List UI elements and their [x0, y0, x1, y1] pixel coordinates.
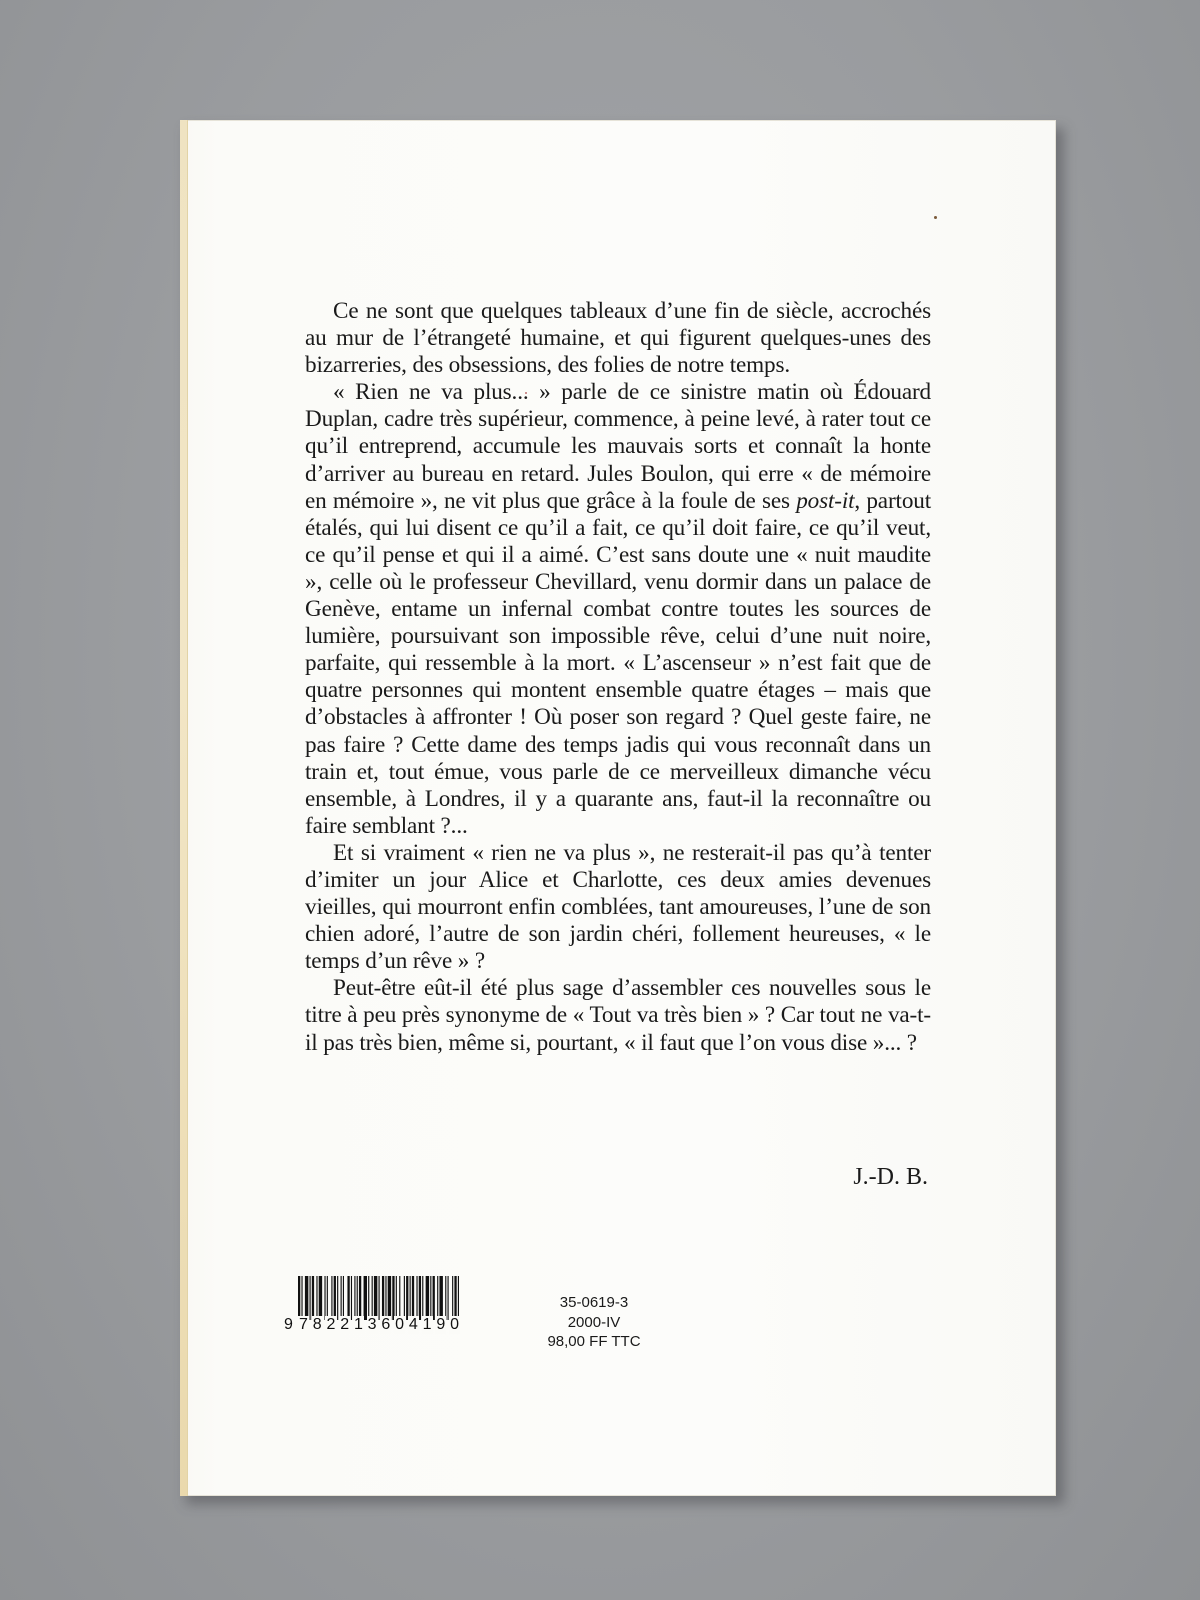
- barcode-first-digit: 9: [284, 1316, 293, 1333]
- blurb-paragraph-2-part-a: « Rien ne va plus... » parle de ce sinistre matin où Édouard Duplan, cadre très supérieur, commence, à peine levé, à rater tout ce qu’il entreprend, accumule les mauvais sorts et connaît la honte d’arriver au bureau en retard. Jules Boulon, qui erre « de mémoire en mémoire », ne vit plus que grâce à la foule de ses: [305, 379, 931, 514]
- barcode-bar: [337, 1276, 338, 1320]
- barcode-bar: [310, 1276, 311, 1320]
- barcode-bar: [331, 1276, 332, 1320]
- author-signature: J.-D. B.: [853, 1164, 928, 1190]
- barcode-digit: 2: [340, 1316, 350, 1333]
- barcode-bar: [396, 1276, 397, 1320]
- barcode-digit: 1: [353, 1316, 363, 1333]
- barcode-digit: 4: [408, 1316, 418, 1333]
- blurb-text: [305, 298, 931, 1057]
- spine-edge: [180, 120, 188, 1496]
- barcode-bar: [324, 1276, 325, 1320]
- barcode-bar: [404, 1276, 405, 1320]
- barcode-bar: [433, 1276, 435, 1320]
- barcode-bar: [426, 1276, 429, 1320]
- barcode-bar: [312, 1276, 314, 1320]
- barcode-bar: [357, 1276, 358, 1320]
- barcode-digit: 8: [312, 1316, 322, 1333]
- barcode-bar: [445, 1276, 446, 1320]
- barcode-bar: [368, 1276, 369, 1320]
- barcode-digit: 3: [367, 1316, 377, 1333]
- blurb-paragraph-3: Et si vraiment « rien ne va plus », ne resterait-il pas qu’à tenter d’imiter un jour Alice et Charlotte, ces deux amies devenues vieilles, qui mourront enfin comblées, tant amoureuses, l’une de son chien adoré, l’autre de son jardin chéri, follement heureuses, « le temps d’un rêve » ?: [305, 839, 931, 975]
- barcode-digit: 0: [450, 1316, 459, 1333]
- edition-code: 2000-IV: [567, 1313, 621, 1331]
- barcode-bar: [334, 1276, 336, 1320]
- barcode-bar: [430, 1276, 431, 1320]
- barcode-bar: [392, 1276, 394, 1320]
- barcode-bar: [354, 1276, 355, 1320]
- barcode-bar: [374, 1276, 377, 1320]
- barcode-digit: 6: [381, 1316, 391, 1333]
- barcode-bar: [327, 1276, 328, 1320]
- catalog-code: 35-0619-3: [559, 1294, 629, 1311]
- book-back-cover: [180, 120, 1056, 1496]
- barcode-digit: 1: [422, 1316, 432, 1333]
- barcode-bar: [437, 1276, 438, 1320]
- barcode-bar: [382, 1276, 384, 1320]
- barcode-bar: [419, 1276, 421, 1320]
- barcode-bar: [343, 1276, 344, 1320]
- barcode-bar: [422, 1276, 423, 1320]
- blurb-paragraph-4: Peut-être eût-il été plus sage d’assembler ces nouvelles sous le titre à peu près synonyme de « Tout va très bien » ? Car tout ne va-t-il pas très bien, même si, pourtant, « il faut que l’on vous dise »... ?: [305, 975, 931, 1056]
- barcode-bar: [385, 1276, 386, 1320]
- barcode-digits: [298, 1316, 460, 1334]
- barcode-bar: [319, 1276, 322, 1320]
- barcode-digit: 7: [299, 1316, 308, 1333]
- barcode-digit: 9: [436, 1316, 446, 1333]
- blurb-paragraph-1: Ce ne sont que quelques tableaux d’une fin de siècle, accrochés au mur de l’étrangeté humaine, et qui figurent quelques-unes des bizarreries, des obsessions, des folies de notre temps.: [305, 298, 931, 379]
- blurb-paragraph-2-part-b: , partout étalés, qui lui disent ce qu’il a fait, ce qu’il doit faire, ce qu’il veut, ce qu’il pense et qui il a aimé. C’est sans doute une « nuit maudite », celle où le professeur Chevillard, venu dormir dans un palace de Genève, entame un infernal combat contre toutes les sources de lumière, poursuivant son impossible rêve, celui d’une nuit noire, parfaite, qui ressemble à la mort. « L’ascenseur » n’est fait que de quatre personnes qui montent ensemble quatre étages – mais que d’obstacles à affronter ! Où poser son regard ? Quel geste faire, ne pas faire ? Cette dame des temps jadis qui vous reconnaît dans un train et, tout émue, vous parle de ce merveilleux dimanche vécu ensemble, à Londres, il y a quarante ans, faut-il la reconnaître ou faire semblant ?...: [305, 487, 931, 839]
- barcode-bar: [412, 1276, 414, 1320]
- barcode-bar: [347, 1276, 349, 1320]
- barcode-bar: [305, 1276, 308, 1320]
- barcode-bar: [406, 1276, 408, 1320]
- barcode-bar: [364, 1276, 367, 1320]
- barcode-bar: [379, 1276, 380, 1320]
- blurb-paragraph-2: [305, 379, 931, 840]
- barcode-bar: [372, 1276, 373, 1320]
- barcode-digit: 0: [395, 1316, 405, 1333]
- barcode-bar: [316, 1276, 317, 1320]
- barcode-bar: [388, 1276, 391, 1320]
- barcode-bar: [448, 1276, 449, 1320]
- barcode-bar: [341, 1276, 342, 1320]
- publication-info: [524, 1293, 664, 1352]
- barcode-bar: [351, 1276, 352, 1320]
- isbn-barcode: [284, 1276, 460, 1336]
- blurb-italic-term: post-it: [796, 487, 855, 514]
- barcode-digit: 2: [326, 1316, 336, 1333]
- barcode-bar: [439, 1276, 442, 1320]
- barcode-bar: [359, 1276, 361, 1320]
- price-label: 98,00 FF TTC: [547, 1333, 641, 1350]
- barcode-bar: [399, 1276, 400, 1320]
- barcode-bar: [416, 1276, 417, 1320]
- cover-speck: [934, 216, 937, 219]
